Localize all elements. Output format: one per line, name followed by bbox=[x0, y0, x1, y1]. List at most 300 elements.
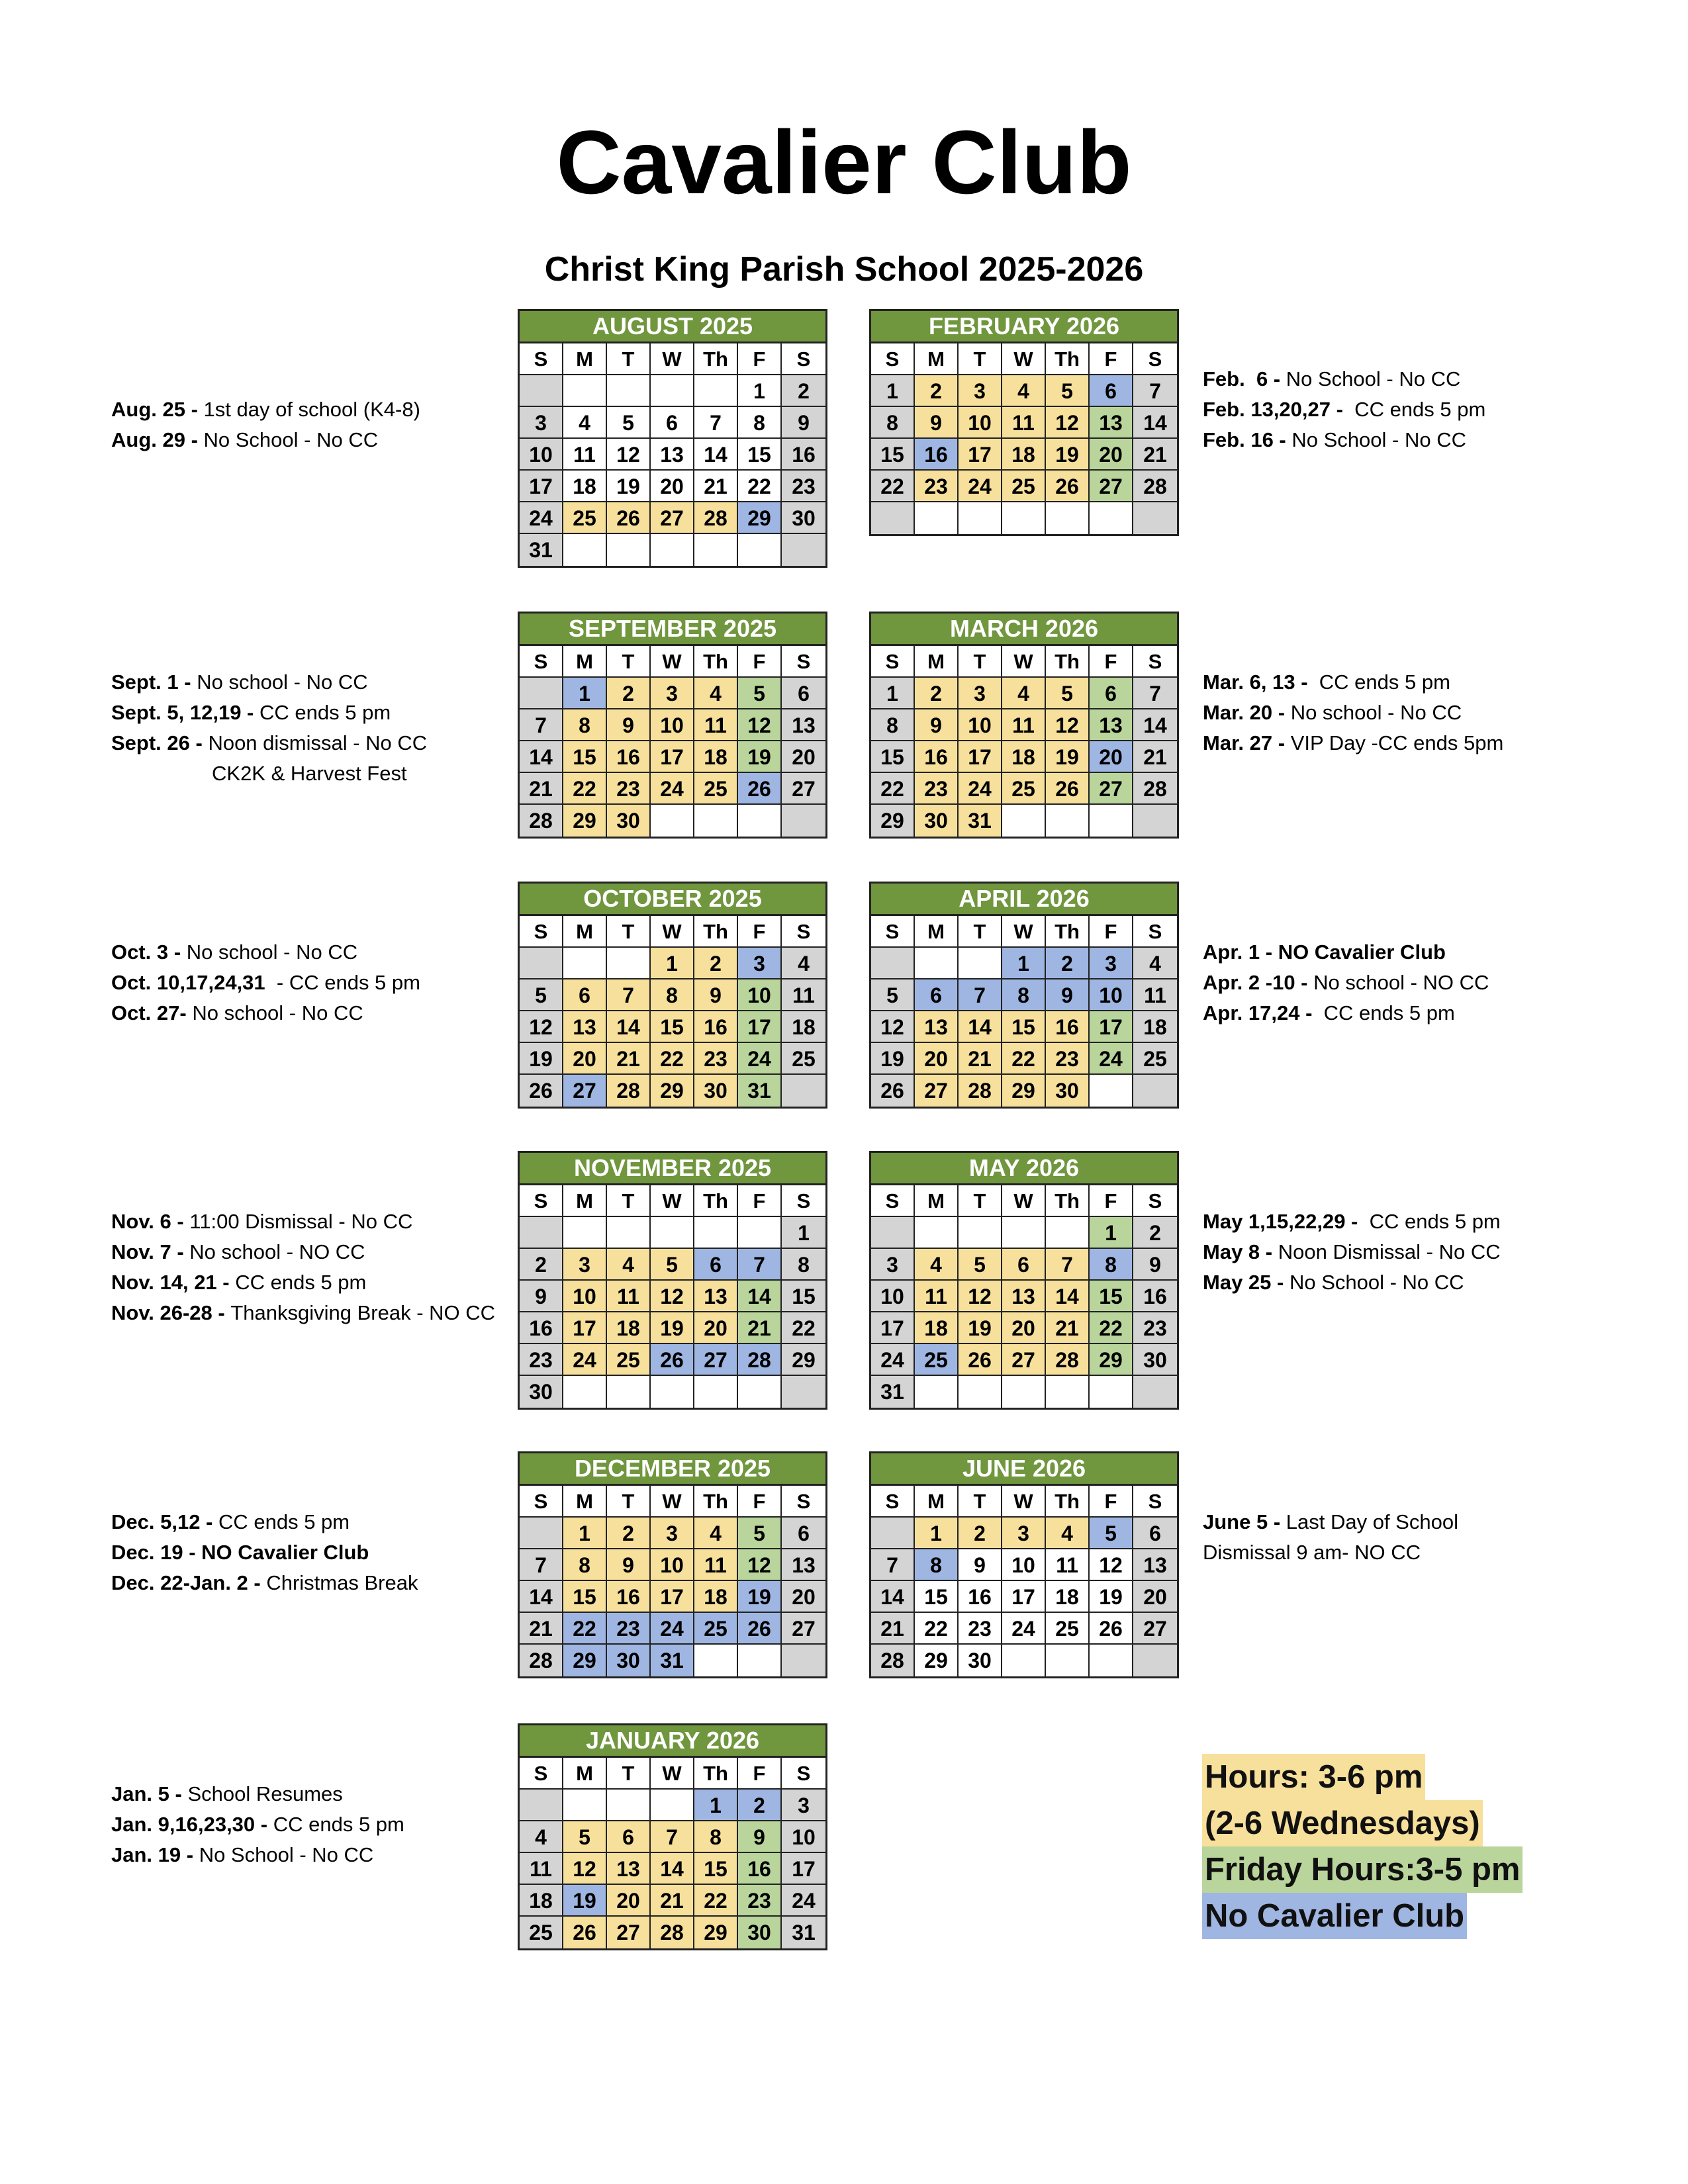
day-cell: 17 bbox=[563, 1312, 607, 1344]
day-cell bbox=[520, 1518, 563, 1549]
weekday-header: T bbox=[607, 1185, 651, 1217]
day-cell: 25 bbox=[1046, 1613, 1090, 1645]
note-text: CC ends 5 pm bbox=[1318, 1001, 1455, 1024]
note-date: Nov. 6 - bbox=[111, 1210, 190, 1233]
note-date: Jan. 9,16,23,30 - bbox=[111, 1813, 273, 1836]
day-cell: 26 bbox=[607, 502, 651, 534]
day-cell bbox=[1090, 502, 1133, 534]
weekday-header: Th bbox=[1046, 343, 1090, 375]
day-cell bbox=[651, 1376, 694, 1408]
day-cell bbox=[1046, 1217, 1090, 1249]
note-line bbox=[111, 667, 495, 698]
weekday-header: W bbox=[651, 1486, 694, 1518]
note-date: Sept. 26 - bbox=[111, 731, 209, 754]
day-cell: 17 bbox=[738, 1011, 782, 1043]
weekday-header: T bbox=[607, 1758, 651, 1790]
day-cell bbox=[694, 1217, 738, 1249]
note-date: Dec. 22-Jan. 2 - bbox=[111, 1571, 267, 1594]
day-cell: 26 bbox=[651, 1344, 694, 1376]
legend-wednesdays: (2-6 Wednesdays) bbox=[1202, 1800, 1483, 1846]
day-cell: 27 bbox=[607, 1917, 651, 1948]
day-cell bbox=[738, 805, 782, 837]
day-cell: 5 bbox=[607, 407, 651, 439]
month-header: APRIL 2026 bbox=[871, 884, 1177, 916]
weekday-header: S bbox=[871, 1185, 915, 1217]
day-cell: 6 bbox=[1133, 1518, 1177, 1549]
day-cell: 27 bbox=[1133, 1613, 1177, 1645]
day-cell bbox=[1133, 805, 1177, 837]
day-cell: 1 bbox=[694, 1790, 738, 1821]
day-cell: 10 bbox=[520, 439, 563, 471]
note-line bbox=[111, 425, 495, 455]
weekday-header: S bbox=[782, 1185, 825, 1217]
notes-january bbox=[111, 1779, 495, 1870]
day-cell: 31 bbox=[871, 1376, 915, 1408]
note-date: Feb. 13,20,27 - bbox=[1203, 398, 1349, 421]
day-cell: 12 bbox=[738, 709, 782, 741]
day-cell: 11 bbox=[607, 1281, 651, 1312]
day-cell: 24 bbox=[651, 773, 694, 805]
weekday-header: S bbox=[520, 1758, 563, 1790]
day-cell: 24 bbox=[651, 1613, 694, 1645]
notes-april bbox=[1203, 937, 1613, 1028]
day-cell: 27 bbox=[651, 502, 694, 534]
day-cell: 14 bbox=[1046, 1281, 1090, 1312]
day-cell bbox=[738, 534, 782, 566]
day-cell bbox=[520, 1790, 563, 1821]
day-cell: 26 bbox=[959, 1344, 1002, 1376]
day-cell: 20 bbox=[915, 1043, 959, 1075]
day-cell: 3 bbox=[959, 375, 1002, 407]
weekday-header: F bbox=[1090, 343, 1133, 375]
day-cell: 13 bbox=[915, 1011, 959, 1043]
calendar-march-2026 bbox=[869, 612, 1179, 839]
weekday-header: F bbox=[1090, 646, 1133, 678]
note-line bbox=[111, 937, 495, 968]
day-cell: 13 bbox=[694, 1281, 738, 1312]
day-cell: 3 bbox=[738, 948, 782, 979]
day-cell bbox=[959, 502, 1002, 534]
note-line bbox=[1203, 998, 1613, 1028]
day-cell: 14 bbox=[694, 439, 738, 471]
day-cell: 13 bbox=[1002, 1281, 1046, 1312]
day-cell: 19 bbox=[738, 1581, 782, 1613]
day-cell bbox=[520, 1217, 563, 1249]
day-cell: 31 bbox=[520, 534, 563, 566]
calendar-december-2025 bbox=[518, 1451, 827, 1678]
day-cell bbox=[651, 375, 694, 407]
day-cell bbox=[651, 1217, 694, 1249]
day-cell: 5 bbox=[1090, 1518, 1133, 1549]
day-cell: 28 bbox=[520, 1645, 563, 1676]
day-cell: 3 bbox=[520, 407, 563, 439]
day-cell: 7 bbox=[959, 979, 1002, 1011]
day-cell: 17 bbox=[959, 439, 1002, 471]
day-cell: 27 bbox=[915, 1075, 959, 1107]
note-text: No school - No CC bbox=[186, 940, 358, 964]
day-cell: 28 bbox=[1046, 1344, 1090, 1376]
day-cell: 8 bbox=[915, 1549, 959, 1581]
day-cell: 12 bbox=[607, 439, 651, 471]
weekday-header: S bbox=[1133, 343, 1177, 375]
day-cell: 5 bbox=[738, 678, 782, 709]
day-cell: 27 bbox=[694, 1344, 738, 1376]
day-cell: 8 bbox=[563, 1549, 607, 1581]
note-date: Sept. 5, 12,19 - bbox=[111, 701, 259, 724]
day-cell: 1 bbox=[1090, 1217, 1133, 1249]
day-cell: 7 bbox=[1133, 678, 1177, 709]
day-cell: 26 bbox=[1046, 773, 1090, 805]
note-text: No school - No CC bbox=[197, 670, 368, 694]
note-line bbox=[111, 1237, 495, 1267]
weekday-header: M bbox=[915, 1185, 959, 1217]
day-cell: 13 bbox=[1133, 1549, 1177, 1581]
note-line bbox=[1203, 968, 1613, 998]
month-grid bbox=[871, 343, 1177, 534]
legend-friday-hours: Friday Hours:3-5 pm bbox=[1202, 1846, 1523, 1893]
day-cell: 3 bbox=[651, 1518, 694, 1549]
note-text: Last Day of School bbox=[1286, 1510, 1458, 1533]
note-text: No school - No CC bbox=[1290, 701, 1462, 724]
day-cell: 8 bbox=[694, 1821, 738, 1853]
day-cell: 31 bbox=[738, 1075, 782, 1107]
note-date: Apr. 17,24 - bbox=[1203, 1001, 1319, 1024]
note-line bbox=[111, 1537, 495, 1568]
day-cell bbox=[563, 1790, 607, 1821]
day-cell bbox=[694, 375, 738, 407]
day-cell: 7 bbox=[607, 979, 651, 1011]
weekday-header: Th bbox=[694, 343, 738, 375]
note-line bbox=[1203, 728, 1613, 758]
month-grid bbox=[871, 646, 1177, 837]
day-cell: 14 bbox=[1133, 407, 1177, 439]
note-text: CC ends 5 pm bbox=[235, 1271, 367, 1294]
month-grid bbox=[520, 1486, 825, 1676]
day-cell bbox=[607, 534, 651, 566]
weekday-header: M bbox=[563, 1758, 607, 1790]
month-header: SEPTEMBER 2025 bbox=[520, 614, 825, 646]
day-cell: 21 bbox=[1133, 741, 1177, 773]
day-cell: 5 bbox=[959, 1249, 1002, 1281]
day-cell: 8 bbox=[1090, 1249, 1133, 1281]
day-cell: 30 bbox=[738, 1917, 782, 1948]
day-cell bbox=[1133, 502, 1177, 534]
day-cell: 2 bbox=[738, 1790, 782, 1821]
day-cell: 8 bbox=[782, 1249, 825, 1281]
day-cell: 11 bbox=[694, 1549, 738, 1581]
day-cell bbox=[563, 1217, 607, 1249]
note-date: Feb. 6 - bbox=[1203, 367, 1286, 390]
day-cell: 11 bbox=[782, 979, 825, 1011]
day-cell: 28 bbox=[651, 1917, 694, 1948]
note-line bbox=[111, 1267, 495, 1298]
weekday-header: S bbox=[782, 1758, 825, 1790]
day-cell: 18 bbox=[520, 1885, 563, 1917]
note-text: No School - No CC bbox=[1289, 1271, 1464, 1294]
day-cell: 23 bbox=[915, 773, 959, 805]
day-cell bbox=[520, 948, 563, 979]
day-cell bbox=[871, 1518, 915, 1549]
day-cell: 28 bbox=[1133, 773, 1177, 805]
day-cell: 25 bbox=[915, 1344, 959, 1376]
weekday-header: F bbox=[1090, 916, 1133, 948]
day-cell: 7 bbox=[871, 1549, 915, 1581]
note-date: Oct. 27- bbox=[111, 1001, 193, 1024]
day-cell: 25 bbox=[1002, 773, 1046, 805]
day-cell: 10 bbox=[959, 407, 1002, 439]
day-cell bbox=[1002, 1217, 1046, 1249]
day-cell: 21 bbox=[871, 1613, 915, 1645]
month-grid bbox=[520, 1185, 825, 1408]
note-date: Apr. 2 -10 - bbox=[1203, 971, 1314, 994]
day-cell bbox=[915, 502, 959, 534]
day-cell: 20 bbox=[651, 471, 694, 502]
weekday-header: S bbox=[871, 646, 915, 678]
day-cell bbox=[651, 1790, 694, 1821]
weekday-header: W bbox=[1002, 1486, 1046, 1518]
note-date: Dec. 19 - NO Cavalier Club bbox=[111, 1541, 369, 1564]
day-cell bbox=[607, 375, 651, 407]
day-cell: 14 bbox=[607, 1011, 651, 1043]
month-grid bbox=[871, 1486, 1177, 1676]
day-cell: 6 bbox=[1090, 678, 1133, 709]
note-line bbox=[111, 728, 495, 758]
day-cell: 9 bbox=[782, 407, 825, 439]
weekday-header: T bbox=[607, 646, 651, 678]
legend bbox=[1202, 1754, 1523, 1939]
day-cell: 23 bbox=[915, 471, 959, 502]
day-cell: 10 bbox=[651, 709, 694, 741]
day-cell: 15 bbox=[1002, 1011, 1046, 1043]
day-cell: 2 bbox=[959, 1518, 1002, 1549]
day-cell: 9 bbox=[694, 979, 738, 1011]
day-cell bbox=[694, 805, 738, 837]
weekday-header: T bbox=[959, 646, 1002, 678]
month-grid bbox=[871, 916, 1177, 1107]
day-cell: 16 bbox=[520, 1312, 563, 1344]
day-cell: 11 bbox=[520, 1853, 563, 1885]
page-subtitle: Christ King Parish School 2025-2026 bbox=[544, 250, 1144, 289]
note-date: Nov. 7 - bbox=[111, 1240, 190, 1263]
note-text: VIP Day -CC ends 5pm bbox=[1290, 731, 1504, 754]
day-cell: 2 bbox=[915, 375, 959, 407]
day-cell: 30 bbox=[782, 502, 825, 534]
day-cell: 8 bbox=[871, 407, 915, 439]
day-cell: 24 bbox=[1002, 1613, 1046, 1645]
weekday-header: Th bbox=[694, 1758, 738, 1790]
note-text: CC ends 5 pm bbox=[1364, 1210, 1501, 1233]
day-cell: 6 bbox=[782, 678, 825, 709]
weekday-header: W bbox=[1002, 916, 1046, 948]
day-cell: 11 bbox=[1002, 407, 1046, 439]
note-text: No School - No CC bbox=[199, 1843, 374, 1866]
day-cell: 24 bbox=[782, 1885, 825, 1917]
day-cell: 9 bbox=[607, 1549, 651, 1581]
day-cell: 19 bbox=[1046, 439, 1090, 471]
weekday-header: M bbox=[915, 343, 959, 375]
day-cell: 16 bbox=[1133, 1281, 1177, 1312]
day-cell bbox=[959, 1217, 1002, 1249]
day-cell: 12 bbox=[1046, 407, 1090, 439]
day-cell bbox=[782, 1075, 825, 1107]
day-cell: 26 bbox=[1046, 471, 1090, 502]
day-cell: 6 bbox=[1002, 1249, 1046, 1281]
day-cell: 14 bbox=[1133, 709, 1177, 741]
day-cell: 16 bbox=[915, 439, 959, 471]
note-text: CC ends 5 pm bbox=[218, 1510, 350, 1533]
day-cell: 22 bbox=[915, 1613, 959, 1645]
day-cell: 19 bbox=[607, 471, 651, 502]
day-cell: 30 bbox=[1133, 1344, 1177, 1376]
day-cell: 30 bbox=[607, 1645, 651, 1676]
day-cell: 18 bbox=[694, 741, 738, 773]
note-text: Thanksgiving Break - NO CC bbox=[230, 1301, 496, 1324]
day-cell: 1 bbox=[915, 1518, 959, 1549]
note-text: No school - NO CC bbox=[189, 1240, 365, 1263]
day-cell: 27 bbox=[782, 773, 825, 805]
note-text: - CC ends 5 pm bbox=[271, 971, 420, 994]
day-cell bbox=[694, 1645, 738, 1676]
note-text: No School - No CC bbox=[1286, 367, 1461, 390]
calendar-june-2026 bbox=[869, 1451, 1179, 1678]
note-line bbox=[1203, 1267, 1613, 1298]
day-cell bbox=[1046, 1645, 1090, 1676]
note-text: Christmas Break bbox=[266, 1571, 418, 1594]
day-cell: 22 bbox=[563, 773, 607, 805]
day-cell: 29 bbox=[1002, 1075, 1046, 1107]
day-cell: 16 bbox=[959, 1581, 1002, 1613]
day-cell: 21 bbox=[651, 1885, 694, 1917]
weekday-header: Th bbox=[1046, 1486, 1090, 1518]
day-cell: 27 bbox=[1090, 773, 1133, 805]
notes-may bbox=[1203, 1206, 1613, 1298]
day-cell: 14 bbox=[520, 1581, 563, 1613]
day-cell: 23 bbox=[959, 1613, 1002, 1645]
day-cell: 17 bbox=[651, 1581, 694, 1613]
calendar-september-2025 bbox=[518, 612, 827, 839]
notes-december bbox=[111, 1507, 495, 1598]
note-line bbox=[111, 1568, 495, 1598]
day-cell: 2 bbox=[915, 678, 959, 709]
note-line bbox=[111, 1298, 495, 1328]
day-cell: 3 bbox=[959, 678, 1002, 709]
day-cell bbox=[563, 375, 607, 407]
note-date: May 25 - bbox=[1203, 1271, 1289, 1294]
day-cell: 19 bbox=[651, 1312, 694, 1344]
weekday-header: F bbox=[738, 916, 782, 948]
day-cell: 22 bbox=[563, 1613, 607, 1645]
day-cell: 13 bbox=[651, 439, 694, 471]
day-cell bbox=[1090, 1075, 1133, 1107]
day-cell: 1 bbox=[563, 678, 607, 709]
day-cell: 17 bbox=[871, 1312, 915, 1344]
day-cell: 12 bbox=[871, 1011, 915, 1043]
day-cell: 13 bbox=[563, 1011, 607, 1043]
day-cell: 13 bbox=[607, 1853, 651, 1885]
day-cell: 14 bbox=[520, 741, 563, 773]
day-cell: 23 bbox=[782, 471, 825, 502]
weekday-header: Th bbox=[694, 1185, 738, 1217]
day-cell: 12 bbox=[1090, 1549, 1133, 1581]
day-cell: 20 bbox=[1090, 439, 1133, 471]
day-cell bbox=[915, 1217, 959, 1249]
day-cell bbox=[1046, 805, 1090, 837]
day-cell bbox=[782, 1645, 825, 1676]
day-cell: 28 bbox=[871, 1645, 915, 1676]
note-text: No School - No CC bbox=[203, 428, 379, 451]
day-cell: 1 bbox=[782, 1217, 825, 1249]
day-cell: 11 bbox=[563, 439, 607, 471]
month-header: FEBRUARY 2026 bbox=[871, 311, 1177, 343]
day-cell: 17 bbox=[1090, 1011, 1133, 1043]
note-text: No school - No CC bbox=[192, 1001, 363, 1024]
month-header: MARCH 2026 bbox=[871, 614, 1177, 646]
month-grid bbox=[520, 1758, 825, 1948]
weekday-header: F bbox=[1090, 1185, 1133, 1217]
day-cell: 7 bbox=[694, 407, 738, 439]
day-cell: 24 bbox=[959, 773, 1002, 805]
day-cell bbox=[694, 534, 738, 566]
weekday-header: S bbox=[871, 916, 915, 948]
day-cell: 9 bbox=[915, 407, 959, 439]
weekday-header: W bbox=[651, 343, 694, 375]
day-cell: 22 bbox=[1090, 1312, 1133, 1344]
day-cell: 19 bbox=[520, 1043, 563, 1075]
day-cell: 7 bbox=[1046, 1249, 1090, 1281]
note-line bbox=[1203, 1537, 1613, 1568]
day-cell: 25 bbox=[1133, 1043, 1177, 1075]
day-cell: 26 bbox=[563, 1917, 607, 1948]
day-cell: 13 bbox=[1090, 407, 1133, 439]
day-cell: 8 bbox=[1002, 979, 1046, 1011]
day-cell: 24 bbox=[959, 471, 1002, 502]
day-cell: 15 bbox=[651, 1011, 694, 1043]
day-cell: 15 bbox=[915, 1581, 959, 1613]
day-cell: 20 bbox=[563, 1043, 607, 1075]
note-line bbox=[1203, 425, 1613, 455]
day-cell: 4 bbox=[520, 1821, 563, 1853]
note-line bbox=[111, 1840, 495, 1870]
day-cell: 2 bbox=[607, 1518, 651, 1549]
day-cell: 24 bbox=[520, 502, 563, 534]
weekday-header: S bbox=[520, 343, 563, 375]
weekday-header: Th bbox=[694, 916, 738, 948]
day-cell bbox=[1133, 1645, 1177, 1676]
weekday-header: F bbox=[1090, 1486, 1133, 1518]
calendar-january-2026 bbox=[518, 1723, 827, 1950]
note-line bbox=[111, 1809, 495, 1840]
day-cell: 9 bbox=[520, 1281, 563, 1312]
weekday-header: F bbox=[738, 646, 782, 678]
weekday-header: F bbox=[738, 1185, 782, 1217]
weekday-header: Th bbox=[1046, 916, 1090, 948]
day-cell: 12 bbox=[959, 1281, 1002, 1312]
day-cell: 28 bbox=[694, 502, 738, 534]
day-cell: 30 bbox=[607, 805, 651, 837]
weekday-header: T bbox=[959, 343, 1002, 375]
day-cell: 25 bbox=[563, 502, 607, 534]
weekday-header: Th bbox=[1046, 646, 1090, 678]
note-date: June 5 - bbox=[1203, 1510, 1286, 1533]
day-cell bbox=[607, 1790, 651, 1821]
weekday-header: W bbox=[1002, 1185, 1046, 1217]
day-cell: 23 bbox=[607, 773, 651, 805]
month-header: JUNE 2026 bbox=[871, 1453, 1177, 1486]
day-cell: 20 bbox=[1002, 1312, 1046, 1344]
day-cell: 28 bbox=[1133, 471, 1177, 502]
day-cell: 11 bbox=[1133, 979, 1177, 1011]
day-cell bbox=[607, 948, 651, 979]
